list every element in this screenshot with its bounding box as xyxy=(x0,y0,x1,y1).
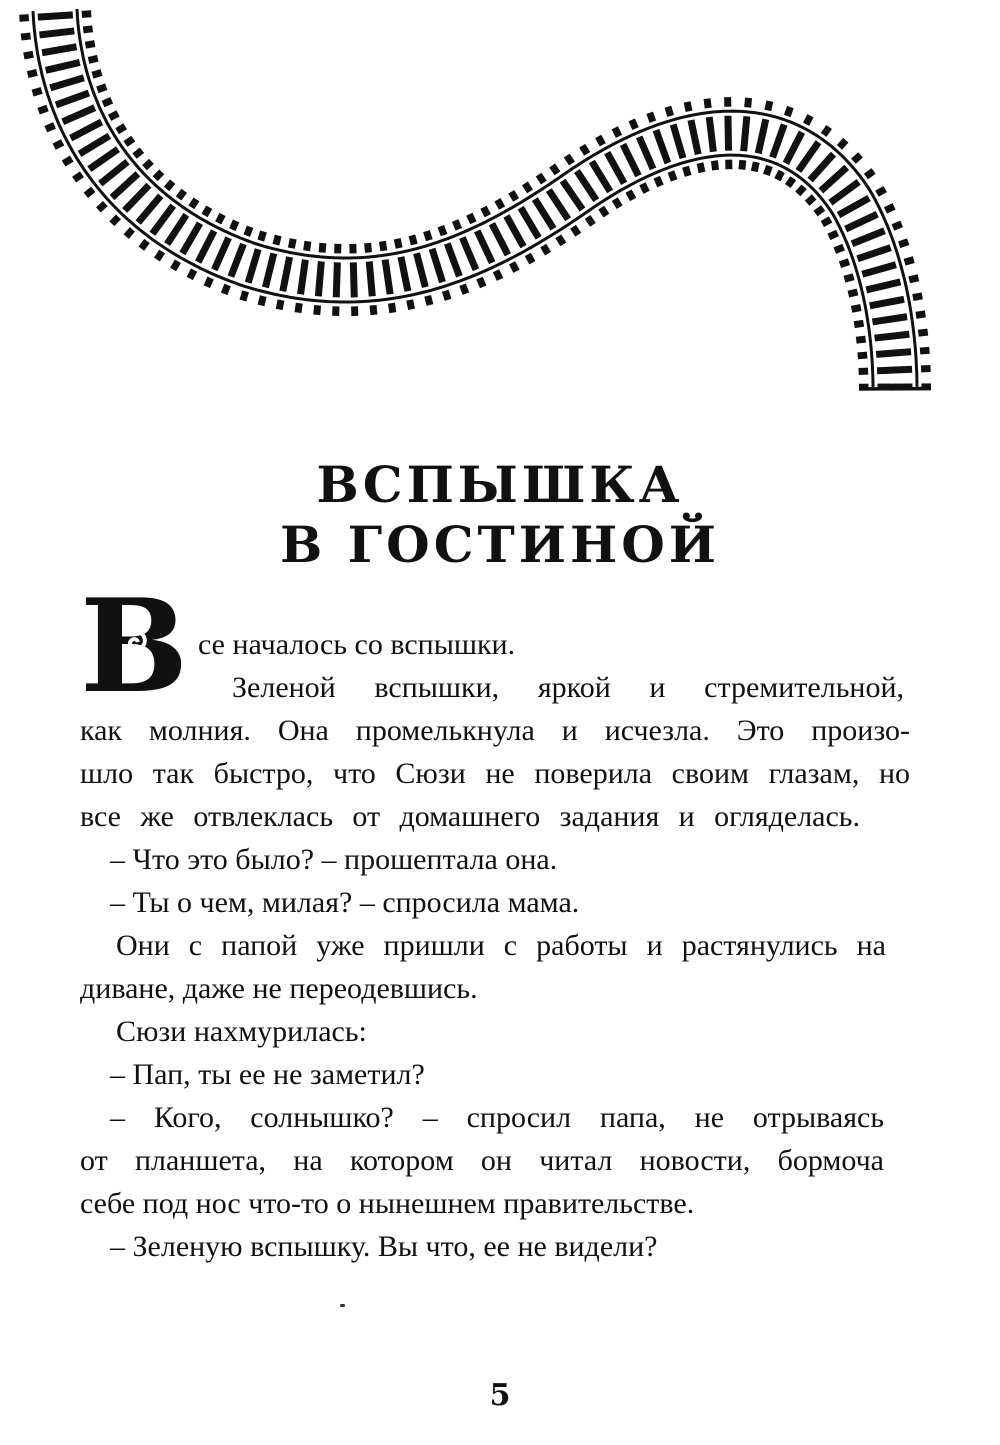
text-line-7: – Ты о чем, милая? – спросила мама. xyxy=(110,886,580,919)
railway-rail-gap xyxy=(77,9,917,387)
text-line-6: – Что это было? – прошептала она. xyxy=(110,843,558,876)
text-line-15: – Зеленую вспышку. Вы что, ее не видели? xyxy=(110,1230,658,1263)
page-number: 5 xyxy=(489,1378,511,1413)
print-speck xyxy=(340,1304,345,1307)
text-line-1: се началось со вспышки. xyxy=(198,628,516,661)
text-line-14: себе под нос что-то о нынешнем правительстве. xyxy=(80,1187,695,1220)
text-line-13: от планшета, на котором он читал новости, бормоча xyxy=(80,1144,884,1177)
text-line-3: как молния. Она промелькнула и исчезла. Это произо- xyxy=(80,714,910,747)
text-line-10: Сюзи нахмурилась: xyxy=(116,1015,367,1048)
text-line-12: – Кого, солнышко? – спросил папа, не отрываясь xyxy=(110,1101,884,1134)
text-line-8: Они с папой уже пришли с работы и растянулись на xyxy=(116,929,886,962)
drop-cap-letter: В xyxy=(80,572,189,722)
railway-rail xyxy=(77,9,917,387)
text-line-2: Зеленой вспышки, яркой и стремительной, xyxy=(232,671,904,704)
text-line-4: шло так быстро, что Сюзи не поверила своим глазам, но xyxy=(80,757,910,790)
chapter-title-line-1: ВСПЫШКА xyxy=(316,455,684,514)
text-line-5: все же отвлеклась от домашнего задания и огляделась. xyxy=(80,800,860,833)
text-line-11: – Пап, ты ее не заметил? xyxy=(110,1058,425,1091)
chapter-title-line-2: В ГОСТИНОЙ xyxy=(279,515,721,574)
text-line-9: диване, даже не переодевшись. xyxy=(80,972,478,1005)
railway-track-icon xyxy=(0,0,1000,440)
